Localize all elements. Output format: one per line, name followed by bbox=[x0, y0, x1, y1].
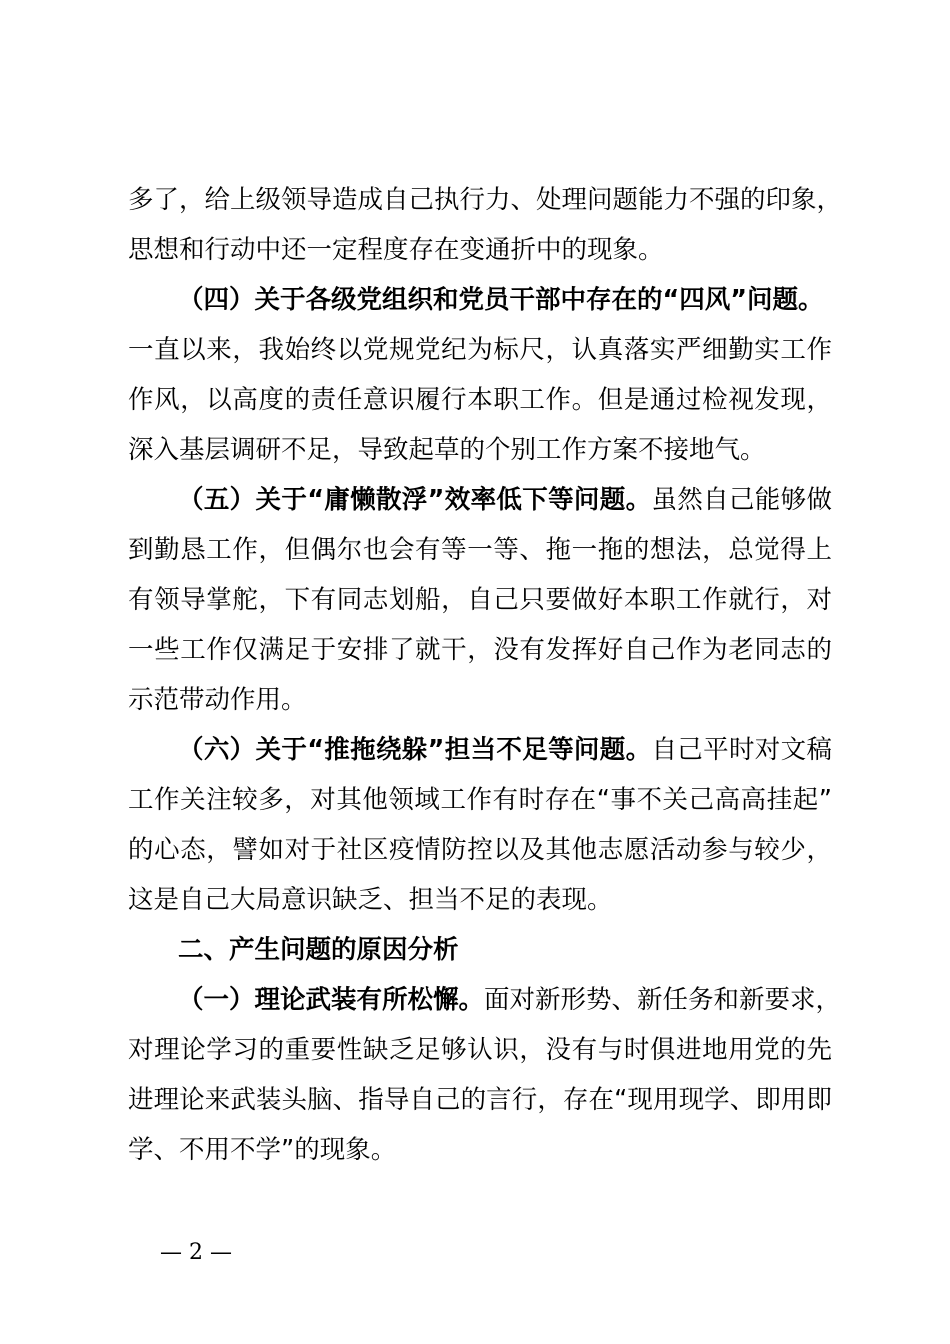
text-line: 这是自己大局意识缺乏、担当不足的表现。 bbox=[128, 885, 613, 915]
text-line: 进理论来武装头脑、指导自己的言行，存在“现用现学、即用即 bbox=[128, 1085, 832, 1115]
page-number: — 2 — bbox=[160, 1240, 232, 1265]
text-line: 到勤恳工作，但偶尔也会有等一等、拖一拖的想法，总觉得上 bbox=[128, 535, 832, 565]
text-line: 学、不用不学”的现象。 bbox=[128, 1135, 397, 1165]
section-heading: （六）关于“推拖绕躲”担当不足等问题。自己平时对文稿 bbox=[178, 735, 832, 765]
text-line: 深入基层调研不足，导致起草的个别工作方案不接地气。 bbox=[128, 435, 766, 465]
section-heading: （五）关于“庸懒散浮”效率低下等问题。虽然自己能够做 bbox=[178, 485, 832, 515]
text-line: 一些工作仅满足于安排了就干，没有发挥好自己作为老同志的 bbox=[128, 635, 832, 665]
text-line: 工作关注较多，对其他领域工作有时存在“事不关己高高挂起” bbox=[128, 785, 832, 815]
text-line: 作风，以高度的责任意识履行本职工作。但是通过检视发现， bbox=[128, 385, 832, 415]
text-line: 示范带动作用。 bbox=[128, 685, 307, 715]
text-line: 的心态，譬如对于社区疫情防控以及其他志愿活动参与较少， bbox=[128, 835, 832, 865]
text-line: 多了，给上级领导造成自己执行力、处理问题能力不强的印象， bbox=[128, 185, 843, 215]
section-heading: （四）关于各级党组织和党员干部中存在的“四风”问题。 bbox=[178, 285, 824, 315]
text-line: 思想和行动中还一定程度存在变通折中的现象。 bbox=[128, 235, 664, 265]
text-line: 一直以来，我始终以党规党纪为标尺，认真落实严细勤实工作 bbox=[128, 335, 832, 365]
text-line: 有领导掌舵，下有同志划船，自己只要做好本职工作就行，对 bbox=[128, 585, 832, 615]
section-heading: （一）理论武装有所松懈。面对新形势、新任务和新要求， bbox=[178, 985, 842, 1015]
chapter-heading: 二、产生问题的原因分析 bbox=[178, 935, 459, 965]
text-line: 对理论学习的重要性缺乏足够认识，没有与时俱进地用党的先 bbox=[128, 1035, 832, 1065]
